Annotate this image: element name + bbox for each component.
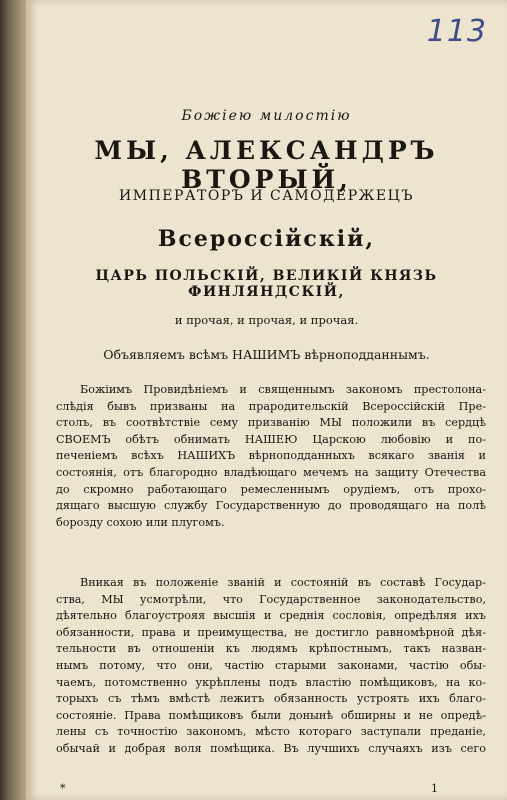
paragraph-line: лены съ точностiю закономъ, мѣсто котораго заступали преданiе,	[56, 725, 486, 739]
paragraph-line: нымъ потому, что они, частiю старыми законами, частiю обы-	[56, 658, 486, 672]
document-page	[26, 0, 507, 800]
paragraph-1	[56, 382, 486, 531]
paragraph-line: Вникая въ положенiе званiй и состоянiй въ составѣ Государ-	[80, 576, 486, 589]
page-number: 1	[431, 782, 438, 795]
paragraph-line: состоянiя, отъ благородно владѣющаго мечемъ на защиту Отечества	[56, 465, 486, 479]
paragraph-line: обычай и добрая воля помѣщика. Въ лучшихъ случаяхъ изъ сего	[56, 741, 486, 755]
paragraph-2	[56, 575, 486, 758]
page-footer	[26, 782, 507, 800]
paragraph-line: обязанности, права и преимущества, не достигло равномѣрной дѣя-	[56, 625, 486, 639]
header-line-emperor-name: МЫ, АЛЕКСАНДРЪ ВТОРЫЙ,	[94, 136, 439, 194]
paragraph-line: СВОЕМЪ обѣтъ обнимать НАШЕЮ Царскою любовiю и по-	[56, 432, 486, 446]
paragraph-line: тельности въ отношенiи къ людямъ крѣпостнымъ, такъ назван-	[56, 642, 486, 656]
header-line-etcetera: и прочая, и прочая, и прочая.	[174, 313, 359, 327]
paragraph-line: дящаго высшую службу Государственную до проводящаго на полѣ	[56, 499, 486, 513]
paragraph-line: дѣятельно благоустрояя высшiя и среднiя сословiя, опредѣляя ихъ	[56, 609, 486, 623]
header-line-announcement: Объявляемъ всѣмъ НАШИМЪ вѣрноподданнымъ.	[103, 347, 430, 362]
header-line-all-russian: Всероссiйскiй,	[157, 226, 376, 252]
paragraph-line: столъ, въ соотвѣтствiе сему призванiю МЫ положили въ сердцѣ	[56, 416, 486, 430]
paragraph-line: борозду сохою или плугомъ.	[56, 515, 225, 529]
paragraph-line: до скромно работающаго ремесленнымъ орудiемъ, отъ прохо-	[56, 482, 486, 496]
paragraph-line: Божiимъ Провидѣнiемъ и священнымъ закономъ престолона-	[80, 383, 486, 396]
paragraph-line: печенiемъ всѣхъ НАШИХЪ вѣрноподданныхъ всякаго званiя и	[56, 449, 486, 463]
handwritten-folio-number: 113	[426, 14, 487, 49]
paragraph-line: состоянiе. Права помѣщиковъ были донынѣ обширны и не опредѣ-	[56, 708, 486, 722]
header-line-tsar-grand-duke: ЦАРЬ ПОЛЬСКIЙ, ВЕЛИКIЙ КНЯЗЬ ФИНЛЯНДСКIЙ,	[95, 268, 438, 300]
book-binding-edge	[0, 0, 26, 800]
paragraph-line: ства, МЫ усмотрѣли, что Государственное законодательство,	[56, 592, 486, 606]
paragraph-line: слѣдiя бывъ призваны на прародительскiй Всероссiйскiй Пре-	[56, 399, 486, 413]
paragraph-line: торыхъ съ тѣмъ вмѣстѣ лежитъ обязанность устроять ихъ благо-	[56, 692, 486, 706]
header-line-title: ИМПЕРАТОРЪ И САМОДЕРЖЕЦЪ	[119, 188, 414, 204]
header-line-grace: Божiею милостiю	[181, 108, 352, 124]
paragraph-line: чаемъ, потомственно укрѣплены подъ властiю помѣщиковъ, на ко-	[56, 675, 486, 689]
signature-mark: *	[60, 782, 66, 795]
